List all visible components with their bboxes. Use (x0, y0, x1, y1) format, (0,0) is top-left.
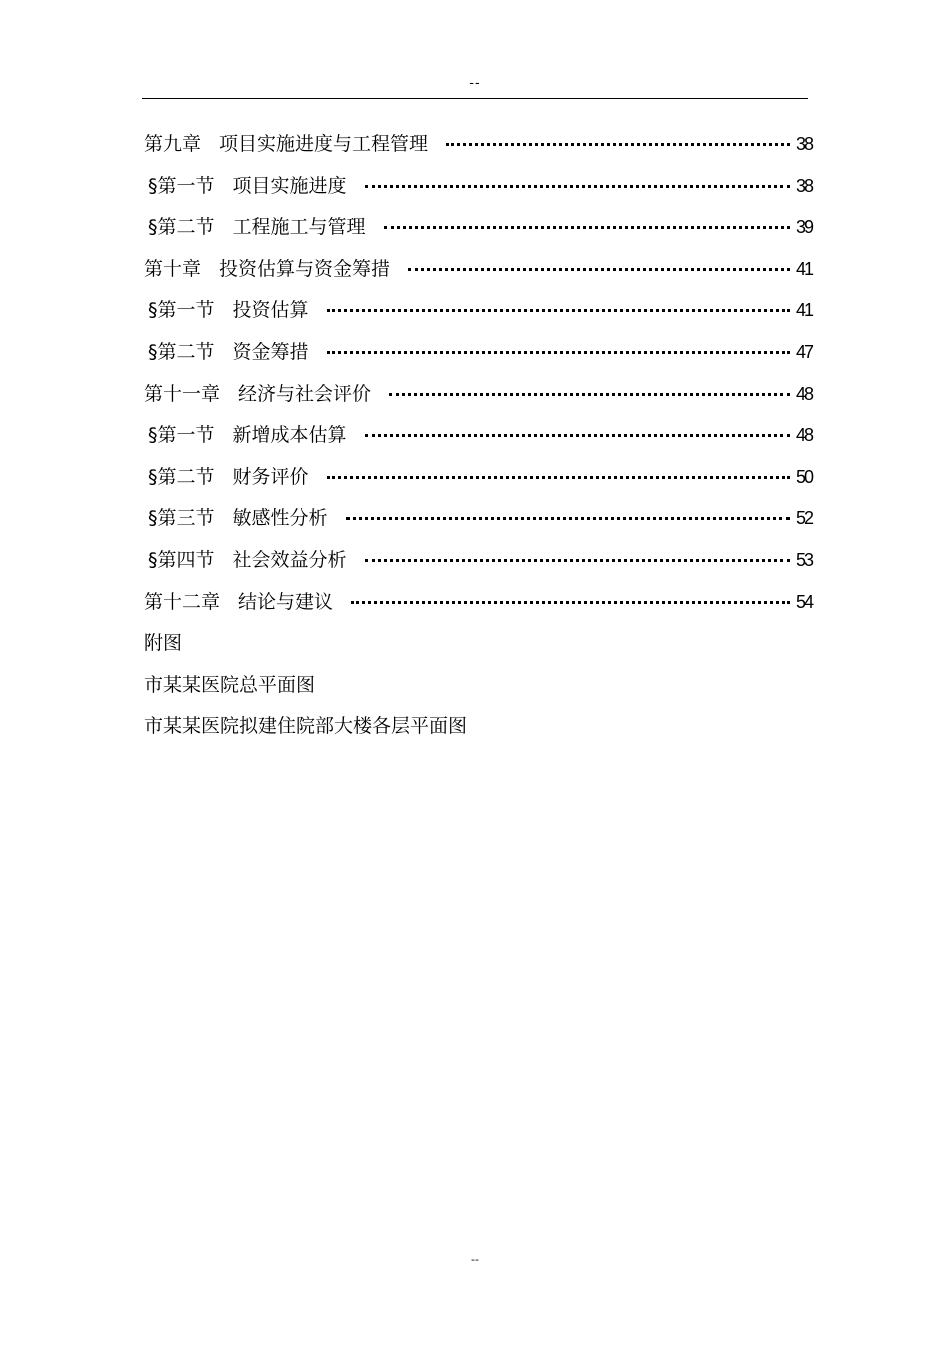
toc-entry-title: 敏感性分析 (232, 507, 328, 530)
dot-leader (346, 517, 790, 520)
dot-leader (365, 434, 790, 437)
toc-entry-number: §第三节 (148, 507, 215, 530)
toc-entry-number: 第十一章 (144, 382, 221, 405)
toc-entry-number: §第二节 (148, 216, 215, 239)
toc-entry-number: 第十二章 (144, 590, 221, 613)
toc-entry-page: 50 (795, 466, 812, 487)
toc-entry-title: 新增成本估算 (232, 424, 347, 447)
toc-entry-number: 第十章 (144, 257, 202, 280)
toc-entry-page: 41 (795, 300, 812, 321)
page-footer-mark: -- (471, 1253, 479, 1266)
dot-leader (408, 268, 790, 271)
appendix-item-floor-plans[interactable]: 市某某医院拟建住院部大楼各层平面图 (144, 715, 468, 738)
toc-entry-title: 工程施工与管理 (232, 216, 366, 239)
toc-entry-section[interactable] (144, 290, 812, 332)
toc-entry-title: 资金筹措 (232, 340, 309, 363)
toc-entry-chapter-12[interactable] (144, 582, 812, 624)
toc-entry-number: 第九章 (144, 133, 202, 155)
toc-entry-number: §第四节 (148, 548, 215, 571)
page-header-mark: -- (469, 76, 481, 91)
table-of-contents (144, 124, 812, 748)
appendix-heading[interactable]: 附图 (144, 632, 183, 655)
toc-entry-page: 38 (795, 134, 812, 154)
toc-entry-chapter-9[interactable] (144, 124, 812, 166)
toc-entry-page: 53 (795, 549, 812, 570)
dot-leader (327, 309, 790, 312)
toc-entry-page: 38 (795, 175, 812, 196)
toc-entry-title: 投资估算与资金筹措 (219, 257, 391, 280)
toc-entry-title: 社会效益分析 (232, 548, 347, 571)
toc-entry-number: §第二节 (148, 465, 215, 488)
toc-entry-page: 52 (795, 508, 812, 529)
dot-leader (327, 351, 790, 354)
dot-leader (351, 601, 790, 604)
toc-entry-number: §第一节 (148, 174, 215, 197)
toc-entry-page: 41 (795, 258, 812, 279)
dot-leader (327, 476, 790, 479)
toc-entry-title: 投资估算 (232, 299, 309, 322)
toc-entry-chapter-10[interactable] (144, 249, 812, 291)
toc-entry-title: 项目实施进度 (232, 174, 347, 197)
dot-leader (389, 393, 790, 396)
toc-entry-page: 39 (795, 217, 812, 238)
dot-leader (384, 226, 790, 229)
toc-entry-title: 经济与社会评价 (238, 382, 372, 405)
dot-leader (446, 143, 790, 146)
toc-entry-number: §第一节 (148, 424, 215, 447)
header-divider (142, 98, 808, 99)
toc-entry-section[interactable] (144, 166, 812, 208)
toc-entry-number: §第一节 (148, 299, 215, 322)
toc-entry-title: 项目实施进度与工程管理 (219, 133, 429, 155)
toc-entry-number: §第二节 (148, 340, 215, 363)
toc-entry-page: 48 (795, 425, 812, 446)
toc-entry-page: 47 (795, 341, 812, 362)
toc-entry-section[interactable] (144, 332, 812, 374)
toc-entry-section[interactable] (144, 498, 812, 540)
toc-entry-section[interactable] (144, 415, 812, 457)
toc-entry-section[interactable] (144, 207, 812, 249)
appendix-item-site-plan[interactable]: 市某某医院总平面图 (144, 673, 316, 696)
toc-entry-page: 48 (795, 383, 812, 404)
dot-leader (365, 185, 790, 188)
toc-entry-section[interactable] (144, 457, 812, 499)
dot-leader (365, 559, 790, 562)
toc-entry-section[interactable] (144, 540, 812, 582)
toc-entry-title: 结论与建议 (238, 590, 334, 613)
toc-entry-title: 财务评价 (232, 465, 309, 488)
toc-entry-chapter-11[interactable] (144, 374, 812, 416)
toc-entry-page: 54 (795, 591, 812, 612)
